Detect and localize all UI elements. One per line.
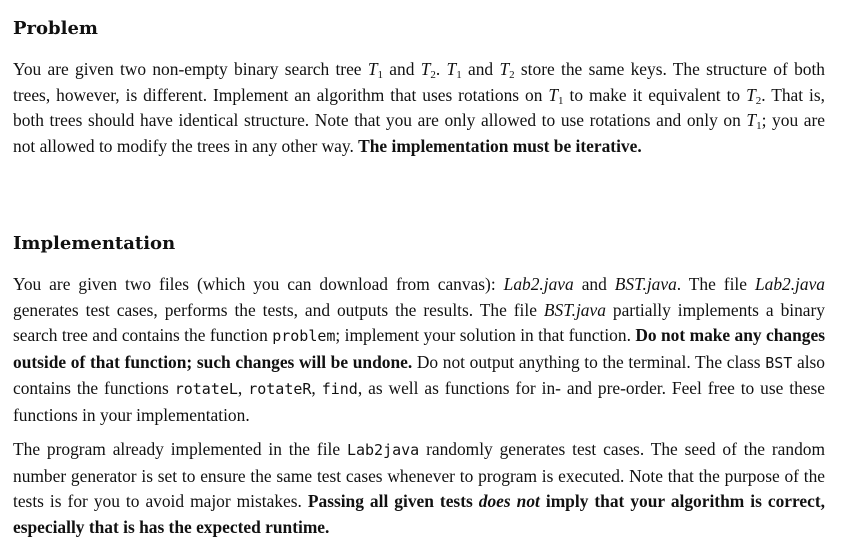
math-t2: $T_2$ xyxy=(420,59,436,81)
iterative-requirement: The implementation must be iterative. xyxy=(358,135,642,156)
code-find: find xyxy=(321,380,358,398)
implementation-heading: Implementation xyxy=(13,233,176,254)
no-changes-warning: Do not make any changes outside of that function; such changes will be undone. xyxy=(13,325,825,372)
file-lab2: Lab2.java xyxy=(754,274,825,294)
problem-text-3: store the same keys. The structure of both trees, however, is different. Implement an algorithm that uses rotations on xyxy=(13,59,825,105)
code-problem: problem xyxy=(272,327,336,345)
math-t1: $T_1$ xyxy=(367,59,383,81)
code-rotatel: rotateL xyxy=(174,380,238,398)
file-bst: BST.java xyxy=(543,299,606,320)
file-lab2: Lab2.java xyxy=(503,274,574,294)
math-t2: $T_2$ xyxy=(499,59,515,81)
problem-text-5: . That is, both trees should have identical structure. Note that you are only allowed to use rotations and only on xyxy=(13,84,826,130)
math-t2: $T_2$ xyxy=(746,84,762,107)
problem-heading: Problem xyxy=(13,18,98,39)
math-t1: $T_1$ xyxy=(446,59,462,81)
code-lab2java: Lab2java xyxy=(346,441,420,459)
math-t1: $T_1$ xyxy=(746,110,762,132)
implementation-paragraph-1: You are given two files (which you can download from canvas): Lab2.java and BST.java. The file Lab2.java generates test cases, performs the tests, and outputs the results. The file BST.java partially implements a binary search tree and contains the function problem; implement your solution in that function. Do not make any changes outside of that function; such changes will be undone. Do not output anything to the terminal. The class BST also contains the functions rotateL, rotateR, find, as well as functions for in- and pre-order. Feel free to use these functions in your implementation. xyxy=(13,274,826,425)
code-bst: BST xyxy=(765,353,793,372)
problem-paragraph: You are given two non-empty binary search tree $T_1$ and $T_2$. $T_1$ and $T_2$ store the same keys. The structure of both trees, however, is different. Implement an algorithm that uses rotations on $T_1$ to make it equivalent to $T_2$. That is, both trees should have identical structure. Note that you are only allowed to use rotations and only on $T_1$; you are not allowed to modify the trees in any other way. The implementation must be iterative. xyxy=(13,59,826,156)
problem-text-1: You are given two non-empty binary search tree xyxy=(13,59,368,79)
math-t1: $T_1$ xyxy=(548,84,564,107)
code-rotater: rotateR xyxy=(248,380,312,398)
file-bst: BST.java xyxy=(614,274,677,294)
passing-tests-warning: Passing all given tests xyxy=(307,491,479,511)
does-not-emphasis: does not xyxy=(478,491,540,511)
implementation-paragraph-2: The program already implemented in the file Lab2java randomly generates test cases. The seed of the random number generator is set to ensure the same test cases whenever to program is executed. Note that the purpose of the tests is for you to avoid major mistakes. Passing all given tests does not imply that your algorithm is correct, especially that is has the expected runtime. xyxy=(13,439,825,537)
